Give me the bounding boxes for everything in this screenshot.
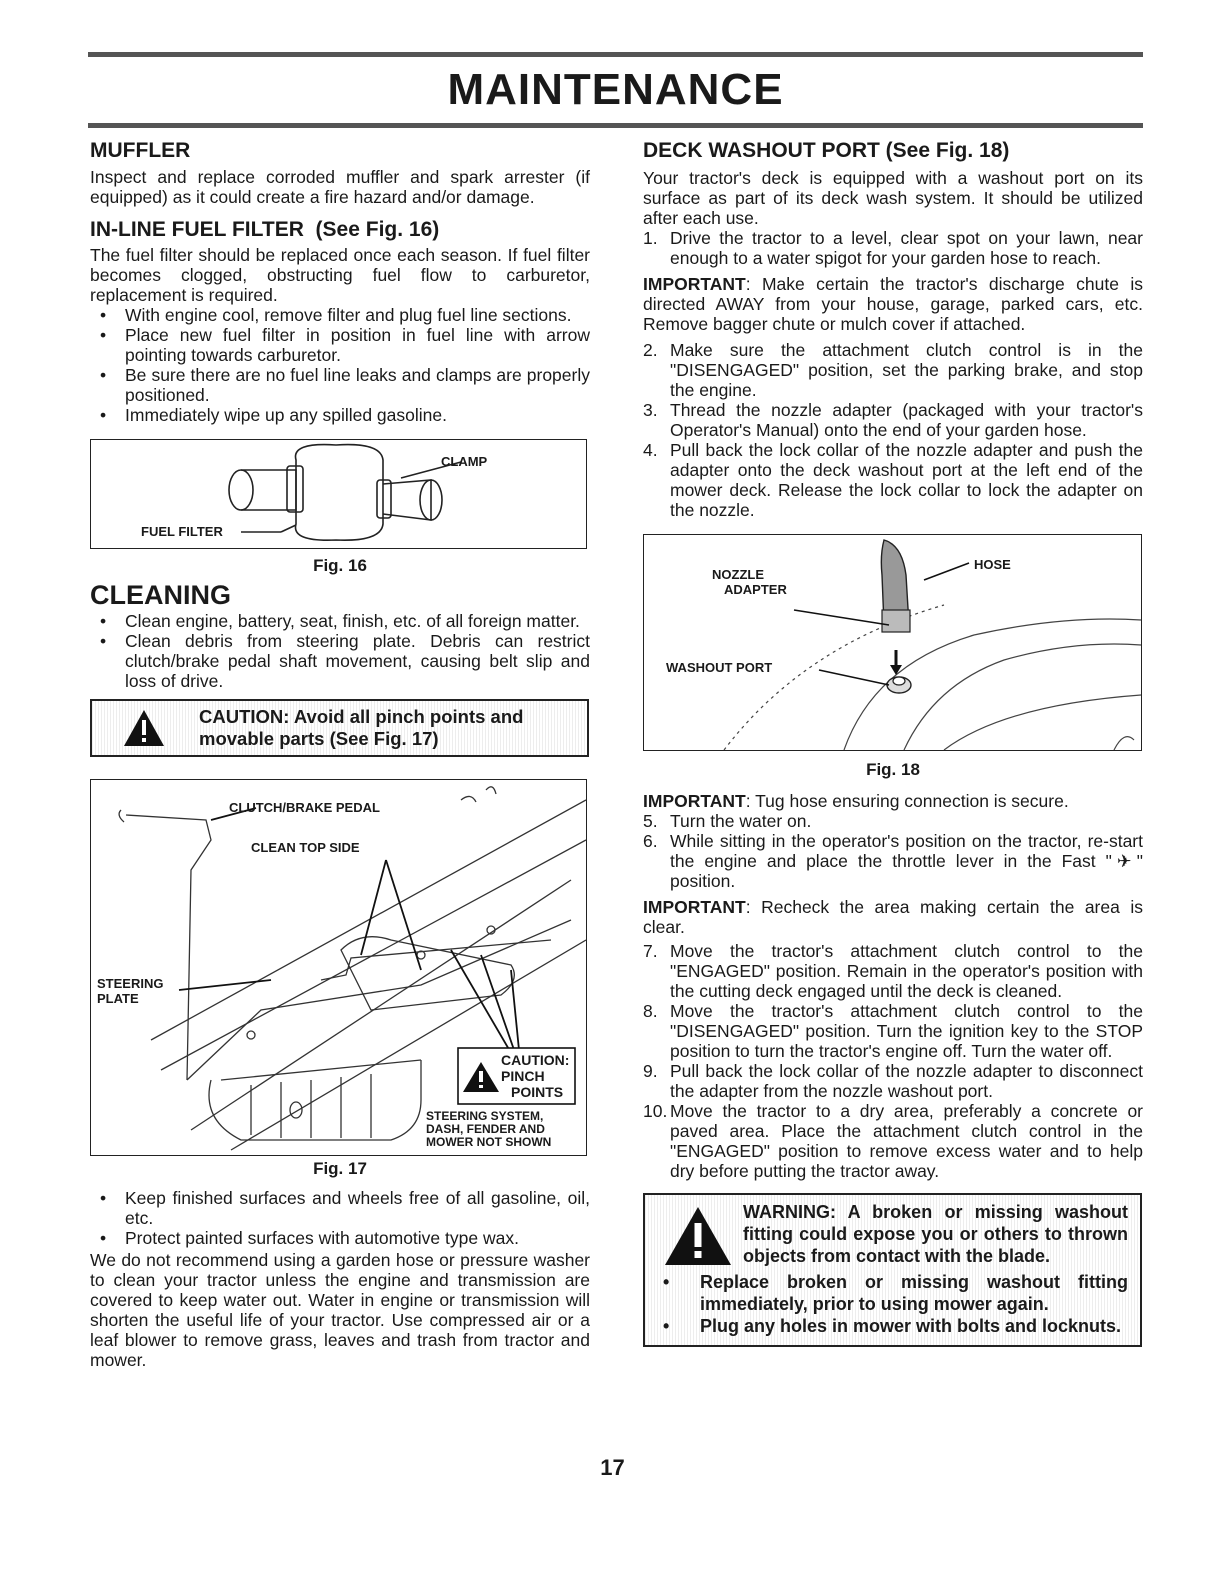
important-label: IMPORTANT <box>643 897 746 917</box>
step-number: 7. <box>643 941 658 961</box>
important-text: : Make certain the tractor's discharge chute is directed AWAY from your house, garage, parked cars, etc. Remove bagger chute or mulch cover if attached. <box>643 274 1143 334</box>
cleaning-list-2 <box>90 1188 590 1248</box>
fig18-caption: Fig. 18 <box>866 760 920 779</box>
list-item: • Place new fuel filter in position in fuel line with arrow pointing towards carburetor. <box>90 325 590 365</box>
caution-badge-line: POINTS <box>511 1084 564 1100</box>
fig16-illustration <box>90 439 587 549</box>
list-item <box>643 1061 1143 1101</box>
steering-label-line: STEERING <box>97 976 164 991</box>
warning-box <box>643 1193 1142 1347</box>
page-title: MAINTENANCE <box>447 65 784 114</box>
list-item <box>643 831 1143 891</box>
step-text: Drive the tractor to a level, clear spot on your lawn, near enough to a water spigot for your garden hose to reach. <box>670 228 1143 268</box>
deck-washout-intro: Your tractor's deck is equipped with a washout port on its surface as part of its deck wash system. It should be utilized after each use. <box>643 168 1143 228</box>
step-text: Move the tractor's attachment clutch control to the "DISENGAGED" position. Turn the ignition key to the STOP position to turn the tractor's engine off. Turn the water off. <box>670 1001 1143 1061</box>
list-item <box>643 228 1143 268</box>
important-note-3 <box>643 897 1143 937</box>
step-number: 4. <box>643 440 658 460</box>
list-item <box>643 1101 1143 1181</box>
right-column <box>643 138 1143 1347</box>
header-rule-bottom <box>88 123 1143 128</box>
fig17-caution-badge <box>501 1052 569 1100</box>
warning-triangle-icon <box>122 708 166 748</box>
note-line: STEERING SYSTEM, <box>426 1109 544 1123</box>
fig17-note <box>426 1110 551 1149</box>
fig16-caption: Fig. 16 <box>313 556 367 575</box>
deck-washout-heading: DECK WASHOUT PORT (See Fig. 18) <box>643 139 1010 162</box>
list-item: • With engine cool, remove filter and plug fuel line sections. <box>90 305 590 325</box>
step-text: Pull back the lock collar of the nozzle adapter to disconnect the adapter from the nozzle washout port. <box>670 1061 1143 1101</box>
list-item <box>643 811 1143 831</box>
important-text: : Recheck the area making certain the area is clear. <box>643 897 1143 937</box>
steps-list-4 <box>643 941 1143 1181</box>
steps-list-1 <box>643 228 1143 268</box>
important-note-2 <box>643 791 1143 811</box>
fig17-label-steering <box>97 976 163 1006</box>
step-text: Make sure the attachment clutch control is in the "DISENGAGED" position, set the parking brake, and stop the engine. <box>670 340 1143 400</box>
list-item: • Clean debris from steering plate. Debris can restrict clutch/brake pedal shaft movement, causing belt slip and loss of drive. <box>90 631 590 691</box>
cleaning-heading: CLEANING <box>90 580 231 610</box>
fig16-label-fuel-filter: FUEL FILTER <box>141 524 223 539</box>
muffler-text: Inspect and replace corroded muffler and spark arrester (if equipped) as it could create a fire hazard and/or damage. <box>90 167 590 207</box>
steps-list-2 <box>643 340 1143 520</box>
fig18-label-port: WASHOUT PORT <box>666 660 773 675</box>
list-item: • Keep finished surfaces and wheels free of all gasoline, oil, etc. <box>90 1188 590 1228</box>
fuel-filter-heading: IN-LINE FUEL FILTER (See Fig. 16) <box>90 218 440 241</box>
caution-text <box>199 706 523 750</box>
step-text: Move the tractor to a dry area, preferably a concrete or paved area. Place the attachment clutch control in the "ENGAGED" position to remove excess water and to help dry before putting the tractor away. <box>670 1101 1143 1181</box>
warning-list <box>655 1271 1128 1337</box>
muffler-heading: MUFFLER <box>90 139 191 162</box>
important-label: IMPORTANT <box>643 791 746 811</box>
note-line: DASH, FENDER AND <box>426 1122 545 1136</box>
nozzle-label-line: ADAPTER <box>724 582 787 597</box>
step-number: 1. <box>643 228 658 248</box>
step-text: Turn the water on. <box>670 811 812 831</box>
list-item: • Clean engine, battery, seat, finish, etc. of all foreign matter. <box>90 611 590 631</box>
warning-triangle-icon <box>663 1205 733 1267</box>
caution-badge-line: CAUTION: <box>501 1052 570 1068</box>
step-number: 10. <box>643 1101 668 1121</box>
fig18-label-nozzle <box>712 567 787 597</box>
steps-list-3 <box>643 811 1143 891</box>
fig16-label-clamp: CLAMP <box>441 454 488 469</box>
step-number: 5. <box>643 811 658 831</box>
fig17-illustration <box>90 779 587 1156</box>
step-number: 2. <box>643 340 658 360</box>
steering-label-line: PLATE <box>97 991 139 1006</box>
step-number: 3. <box>643 400 658 420</box>
step-number: 8. <box>643 1001 658 1021</box>
step-text: Pull back the lock collar of the nozzle adapter and push the adapter onto the deck washout port at the left end of the mower deck. Release the lock collar to lock the adapter on the nozzle. <box>670 440 1143 520</box>
step-text: Thread the nozzle adapter (packaged with your tractor's Operator's Manual) onto the end of your garden hose. <box>670 400 1143 440</box>
list-item: • Protect painted surfaces with automotive type wax. <box>90 1228 590 1248</box>
fuel-filter-intro: The fuel filter should be replaced once each season. If fuel filter becomes clogged, obstructing fuel flow to carburetor, replacement is required. <box>90 245 590 305</box>
important-note-1 <box>643 274 1143 334</box>
important-label: IMPORTANT <box>643 274 746 294</box>
step-number: 6. <box>643 831 658 851</box>
cleaning-list <box>90 611 590 691</box>
list-item: • Replace broken or missing washout fitting immediately, prior to using mower again. <box>655 1271 1128 1315</box>
list-item <box>643 400 1143 440</box>
caution-box <box>90 699 589 757</box>
caution-line: movable parts (See Fig. 17) <box>199 728 439 749</box>
caution-line: CAUTION: Avoid all pinch points and <box>199 706 524 727</box>
cleaning-paragraph: We do not recommend using a garden hose or pressure washer to clean your tractor unless the engine and transmission are covered to keep water out. Water in engine or transmission will shorten the useful life of your tractor. Use compressed air or a leaf blower to remove grass, leaves and trash from tractor and mower. <box>90 1250 590 1370</box>
list-item <box>643 1001 1143 1061</box>
fig17-label-pedal: CLUTCH/BRAKE PEDAL <box>229 800 380 815</box>
fig18-illustration <box>643 534 1142 751</box>
step-text: While sitting in the operator's position on the tractor, re-start the engine and place the throttle lever in the Fast "✈" position. <box>670 831 1143 891</box>
fuel-filter-list <box>90 305 590 425</box>
list-item <box>643 941 1143 1001</box>
caution-badge-line: PINCH <box>501 1068 545 1084</box>
list-item: • Immediately wipe up any spilled gasoline. <box>90 405 590 425</box>
left-column <box>90 138 590 1370</box>
step-text: Move the tractor's attachment clutch control to the "ENGAGED" position. Remain in the operator's position with the cutting deck engaged until the deck is cleaned. <box>670 941 1143 1001</box>
list-item <box>643 440 1143 520</box>
list-item <box>643 340 1143 400</box>
warning-text: WARNING: A broken or missing washout fitting could expose you or others to thrown objects from contact with the blade. <box>743 1202 1128 1266</box>
list-item: • Plug any holes in mower with bolts and locknuts. <box>655 1315 1128 1337</box>
fig17-label-clean-top: CLEAN TOP SIDE <box>251 840 360 855</box>
step-number: 9. <box>643 1061 658 1081</box>
fig18-label-hose: HOSE <box>974 557 1011 572</box>
header-rule-top <box>88 52 1143 57</box>
note-line: MOWER NOT SHOWN <box>426 1135 552 1149</box>
nozzle-label-line: NOZZLE <box>712 567 764 582</box>
fig17-caption: Fig. 17 <box>313 1159 367 1178</box>
page-number: 17 <box>600 1455 625 1480</box>
important-text: : Tug hose ensuring connection is secure. <box>745 791 1069 811</box>
list-item: • Be sure there are no fuel line leaks and clamps are properly positioned. <box>90 365 590 405</box>
